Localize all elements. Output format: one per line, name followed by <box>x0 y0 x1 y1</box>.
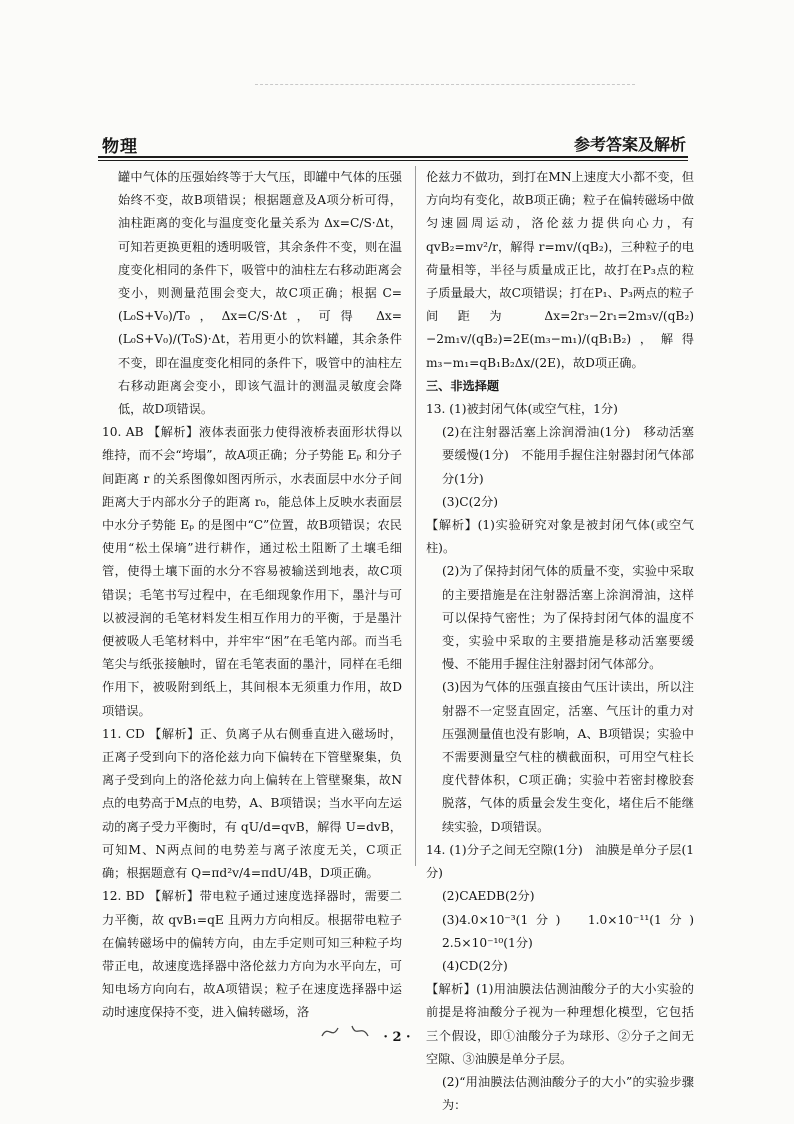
analysis-13-3: (3)因为气体的压强直接由气压计读出，所以注射器不一定竖直固定，活塞、气压计的重力对压强测量值也没有影响，A、B项错误；实验中不需要测量空气柱的横截面积，可用空气柱长度代替体积，C项正确；实验中若密封橡胶套脱落，气体的质量会发生变化，堵住后不能继续实验，D项错误。 <box>442 680 694 834</box>
answer-title: 参考答案及解析 <box>573 135 686 154</box>
answer-13-part3: (3)C(2分) <box>442 494 499 509</box>
right-column <box>426 166 707 1117</box>
page-header <box>98 130 688 156</box>
header-rule-thin <box>98 160 688 161</box>
answer-14-part1: 14. (1)分子之间无空隙(1分) 油膜是单分子层(1分) <box>426 842 694 881</box>
answer-13-part2: (2)在注射器活塞上涂润滑油(1分) 移动活塞要缓慢(1分) 不能用手握住注射器封闭气体部分(1分) <box>442 425 694 486</box>
analysis-14-2: (2)“用油膜法估测油酸分子的大小”的实验步骤为： <box>442 1074 694 1113</box>
section-heading: 三、非选择题 <box>426 378 500 393</box>
answer-14-part4: (4)CD(2分) <box>442 958 508 973</box>
answer-14-part3: (3)4.0×10⁻³(1分) 1.0×10⁻¹¹(1分) 2.5×10⁻¹⁰(1分) <box>442 912 707 950</box>
answer-14-part2: (2)CAEDB(2分) <box>442 889 535 904</box>
answer-13-part1: 13. (1)被封闭气体(或空气柱，1分) <box>426 402 618 417</box>
answer-12-continued: 伦兹力不做功，到打在MN上速度大小都不变，但方向均有变化，故B项正确；粒子在偏转磁场中做匀速圆周运动，洛伦兹力提供向心力，有 qvB₂=mv²/r，解得 r=mv/(qB₂)，三种粒子的电荷量相等，半径与质量成正比，故打在P₃点的粒子质量最大，故C项错误；打在P₁、P₃两点的粒子间距为 Δx=2r₃−2r₁=2m₃v/(qB₂)−2m₁v/(qB₂)=2E(m₃−m₁)/(qB₁B₂)，解得 m₃−m₁=qB₁B₂Δx/(2E)，故D项正确。 <box>426 170 694 370</box>
column-divider <box>415 166 416 866</box>
scan-artifact <box>255 84 635 91</box>
paragraph-continuation: 罐中气体的压强始终等于大气压，即罐中气体的压强始终不变，故B项错误；根据题意及A项分析可得，油柱距离的变化与温度变化量关系为 Δx=C/S·Δt，可知若更换更粗的透明吸管，其余条件不变，则在温度变化相同的条件下，吸管中的油柱左右移动距离会变小，则测量范围会变大，故C项正确；根据 C=(L₀S+V₀)/T₀，Δx=C/S·Δt，可得 Δx=(L₀S+V₀)/(T₀S)·Δt，若用更小的饮料罐，其余条件不变，即在温度变化相同的条件下，吸管中的油柱左右移动距离会变小，即该气温计的测温灵敏度会降低，故D项错误。 <box>118 170 402 417</box>
answer-12: 12. BD 【解析】带电粒子通过速度选择器时，需要二力平衡，故 qvB₁=qE 且两力方向相反。根据带电粒子在偏转磁场中的偏转方向，由左手定则可知三种粒子均带正电，故速度选择器中洛伦兹力方向为水平向左，可知电场方向向右，故A项错误；粒子在速度选择器中运动时速度保持不变，进入偏转磁场，洛 <box>102 889 402 1020</box>
analysis-13-2: (2)为了保持封闭气体的质量不变，实验中采取的主要措施是在注射器活塞上涂润滑油，这样可以保持气密性；为了保持封闭气体的温度不变，实验中采取的主要措施是移动活塞要缓慢、不能用手握住注射器封闭气体部分。 <box>442 564 694 672</box>
header-rule-thick <box>98 156 688 158</box>
left-column <box>102 166 402 1025</box>
analysis-13-1: 【解析】(1)实验研究对象是被封闭气体(或空气柱)。 <box>426 518 694 556</box>
page-number: · 2 · <box>383 1030 411 1045</box>
answer-11: 11. CD 【解析】正、负离子从右侧垂直进入磁场时，正离子受到向下的洛伦兹力向下偏转在下管壁聚集，负离子受到向上的洛伦兹力向上偏转在上管壁聚集，故N点的电势高于M点的电势，A、B项错误；当水平向左运动的离子受力平衡时，有 qU/d=qvB，解得 U=dvB，可知M、N两点间的电势差与离子浓度无关，C项正确；根据题意有 Q=πd²v/4=πdU/4B，D项正确。 <box>102 726 402 881</box>
analysis-14-1: 【解析】(1)用油膜法估测油酸分子的大小实验的前提是将油酸分子视为一种理想化模型，它包括三个假设，即①油酸分子为球形、②分子之间无空隙、③油膜是单分子层。 <box>426 982 694 1066</box>
subject-label: 物理 <box>102 137 138 157</box>
answer-10: 10. AB 【解析】液体表面张力使得液桥表面形状得以维持，而不会“垮塌”，故A项正确；分子势能 Eₚ 和分子间距离 r 的关系图像如图丙所示，水表面层中水分子间距离大于内部水分子的距离 r₀，能总体上反映水表面层中水分子势能 Eₚ 的是图中“C”位置，故B项错误；农民使用“松土保墒”进行耕作，通过松土阻断了土壤毛细管，使得土壤下面的水分不容易被输送到地表，故C项错误；毛笔书写过程中，在毛细现象作用下，墨汁与可以被浸润的毛笔材料发生相互作用力的平衡，于是墨汁便被吸人毛笔材料中，并牢牢“困”在毛笔内部。而当毛笔尖与纸张接触时，留在毛笔表面的墨汁，同样在毛细作用下，被吸附到纸上，其间根本无须重力作用，故D项错误。 <box>102 425 402 718</box>
